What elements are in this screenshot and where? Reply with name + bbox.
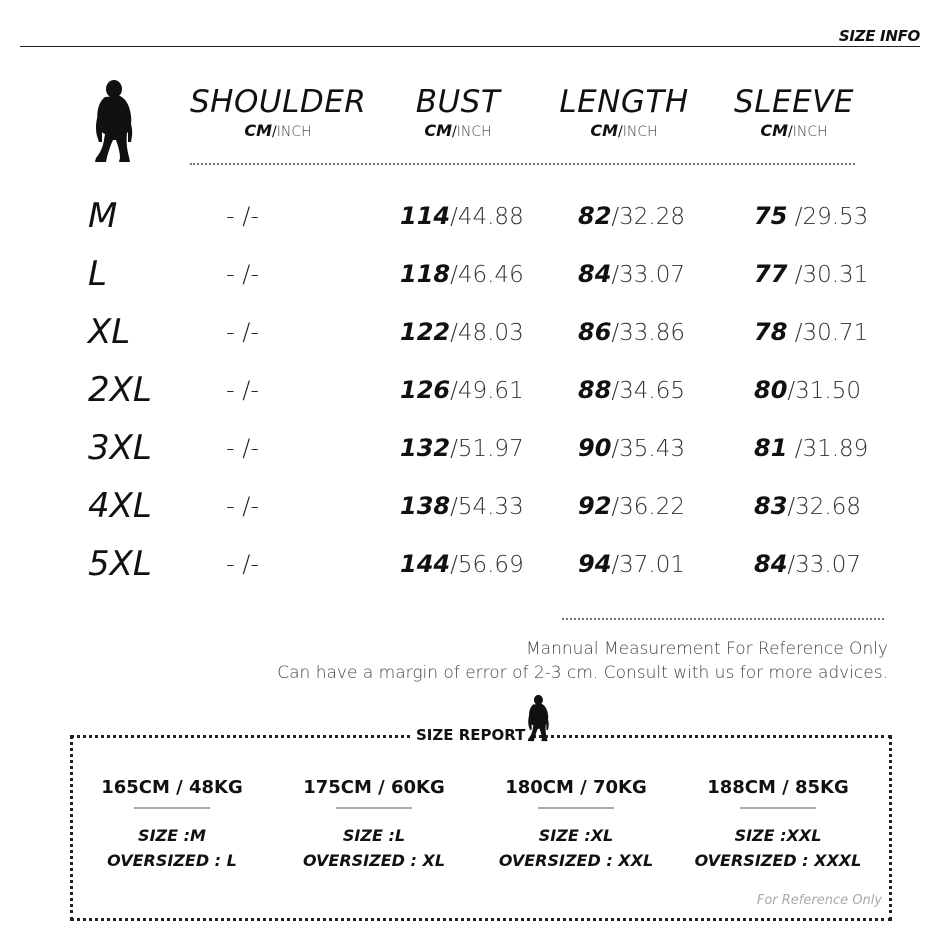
oversized-size: OVERSIZED : XXXL: [694, 851, 862, 870]
size-label: M: [88, 196, 118, 236]
bust-value: 144/56.69: [400, 550, 524, 578]
shoulder-value: - /-: [226, 550, 260, 578]
bust-value: 138/54.33: [400, 492, 524, 520]
margin-note: Can have a margin of error of 2-3 cm. Consult with us for more advices.: [277, 663, 888, 683]
size-report-title: SIZE REPORT: [410, 724, 531, 746]
header-dotted-divider: [190, 163, 855, 165]
column-unit: CM/INCH: [760, 121, 828, 140]
length-value: 86/33.86: [578, 318, 685, 346]
size-label: 3XL: [88, 428, 152, 468]
oversized-size: OVERSIZED : XL: [302, 851, 446, 870]
table-row: [0, 254, 950, 304]
size-label: 5XL: [88, 544, 152, 584]
table-row: [0, 370, 950, 420]
table-row: [0, 196, 950, 246]
header-divider: [20, 46, 920, 47]
column-header-length: [552, 84, 696, 141]
oversized-size: OVERSIZED : XXL: [498, 851, 654, 870]
length-value: 82/32.28: [578, 202, 685, 230]
column-header-shoulder: [190, 84, 366, 141]
shoulder-value: - /-: [226, 434, 260, 462]
column-unit: CM/INCH: [590, 121, 658, 140]
bust-value: 132/51.97: [400, 434, 524, 462]
page-title: SIZE INFO: [838, 27, 920, 45]
column-name: SLEEVE: [734, 84, 854, 120]
height-weight: 180CM / 70KG: [505, 777, 647, 798]
shoulder-value: - /-: [226, 318, 260, 346]
column-name: LENGTH: [559, 84, 689, 120]
column-name: BUST: [415, 84, 501, 120]
recommended-size: SIZE :L: [342, 826, 406, 845]
column-header-sleeve: [728, 84, 860, 141]
length-value: 92/36.22: [578, 492, 685, 520]
table-row: [0, 486, 950, 536]
bust-value: 114/44.88: [400, 202, 524, 230]
column-header-bust: [398, 84, 518, 141]
sleeve-value: 80/31.50: [754, 376, 861, 404]
size-label: 4XL: [88, 486, 152, 526]
height-weight: 165CM / 48KG: [101, 777, 243, 798]
sleeve-value: 75 /29.53: [754, 202, 869, 230]
recommended-size: SIZE :XXL: [734, 826, 822, 845]
table-row: [0, 312, 950, 362]
bust-value: 126/49.61: [400, 376, 524, 404]
sleeve-value: 83/32.68: [754, 492, 861, 520]
notes-dotted-divider: [562, 618, 884, 620]
length-value: 94/37.01: [578, 550, 685, 578]
reference-footnote: For Reference Only: [756, 893, 882, 908]
entry-divider: [538, 807, 614, 809]
entry-divider: [336, 807, 412, 809]
size-label: L: [88, 254, 107, 294]
table-row: [0, 544, 950, 594]
shoulder-value: - /-: [226, 376, 260, 404]
table-row: [0, 428, 950, 478]
size-report-entry: [678, 776, 878, 873]
shoulder-value: - /-: [226, 202, 260, 230]
length-value: 84/33.07: [578, 260, 685, 288]
size-label: XL: [88, 312, 131, 352]
recommended-size: SIZE :XL: [538, 826, 614, 845]
column-name: SHOULDER: [190, 84, 367, 120]
shoulder-value: - /-: [226, 492, 260, 520]
recommended-size: SIZE :M: [138, 826, 206, 845]
size-report-entry: [274, 776, 474, 873]
length-value: 90/35.43: [578, 434, 685, 462]
measurement-note: Mannual Measurement For Reference Only: [526, 639, 888, 659]
entry-divider: [134, 807, 210, 809]
size-report-entry: [476, 776, 676, 873]
oversized-size: OVERSIZED : L: [107, 851, 237, 870]
sleeve-value: 78 /30.71: [754, 318, 869, 346]
ape-figure-icon: [526, 693, 552, 743]
length-value: 88/34.65: [578, 376, 685, 404]
height-weight: 188CM / 85KG: [707, 777, 849, 798]
entry-divider: [740, 807, 816, 809]
sleeve-value: 84/33.07: [754, 550, 861, 578]
size-label: 2XL: [88, 370, 152, 410]
bust-value: 118/46.46: [400, 260, 524, 288]
height-weight: 175CM / 60KG: [303, 777, 445, 798]
bust-value: 122/48.03: [400, 318, 524, 346]
sleeve-value: 81 /31.89: [754, 434, 869, 462]
column-unit: CM/INCH: [244, 121, 312, 140]
sleeve-value: 77 /30.31: [754, 260, 869, 288]
column-unit: CM/INCH: [424, 121, 492, 140]
shoulder-value: - /-: [226, 260, 260, 288]
size-report-entry: [72, 776, 272, 873]
ape-figure-icon: [92, 78, 138, 164]
